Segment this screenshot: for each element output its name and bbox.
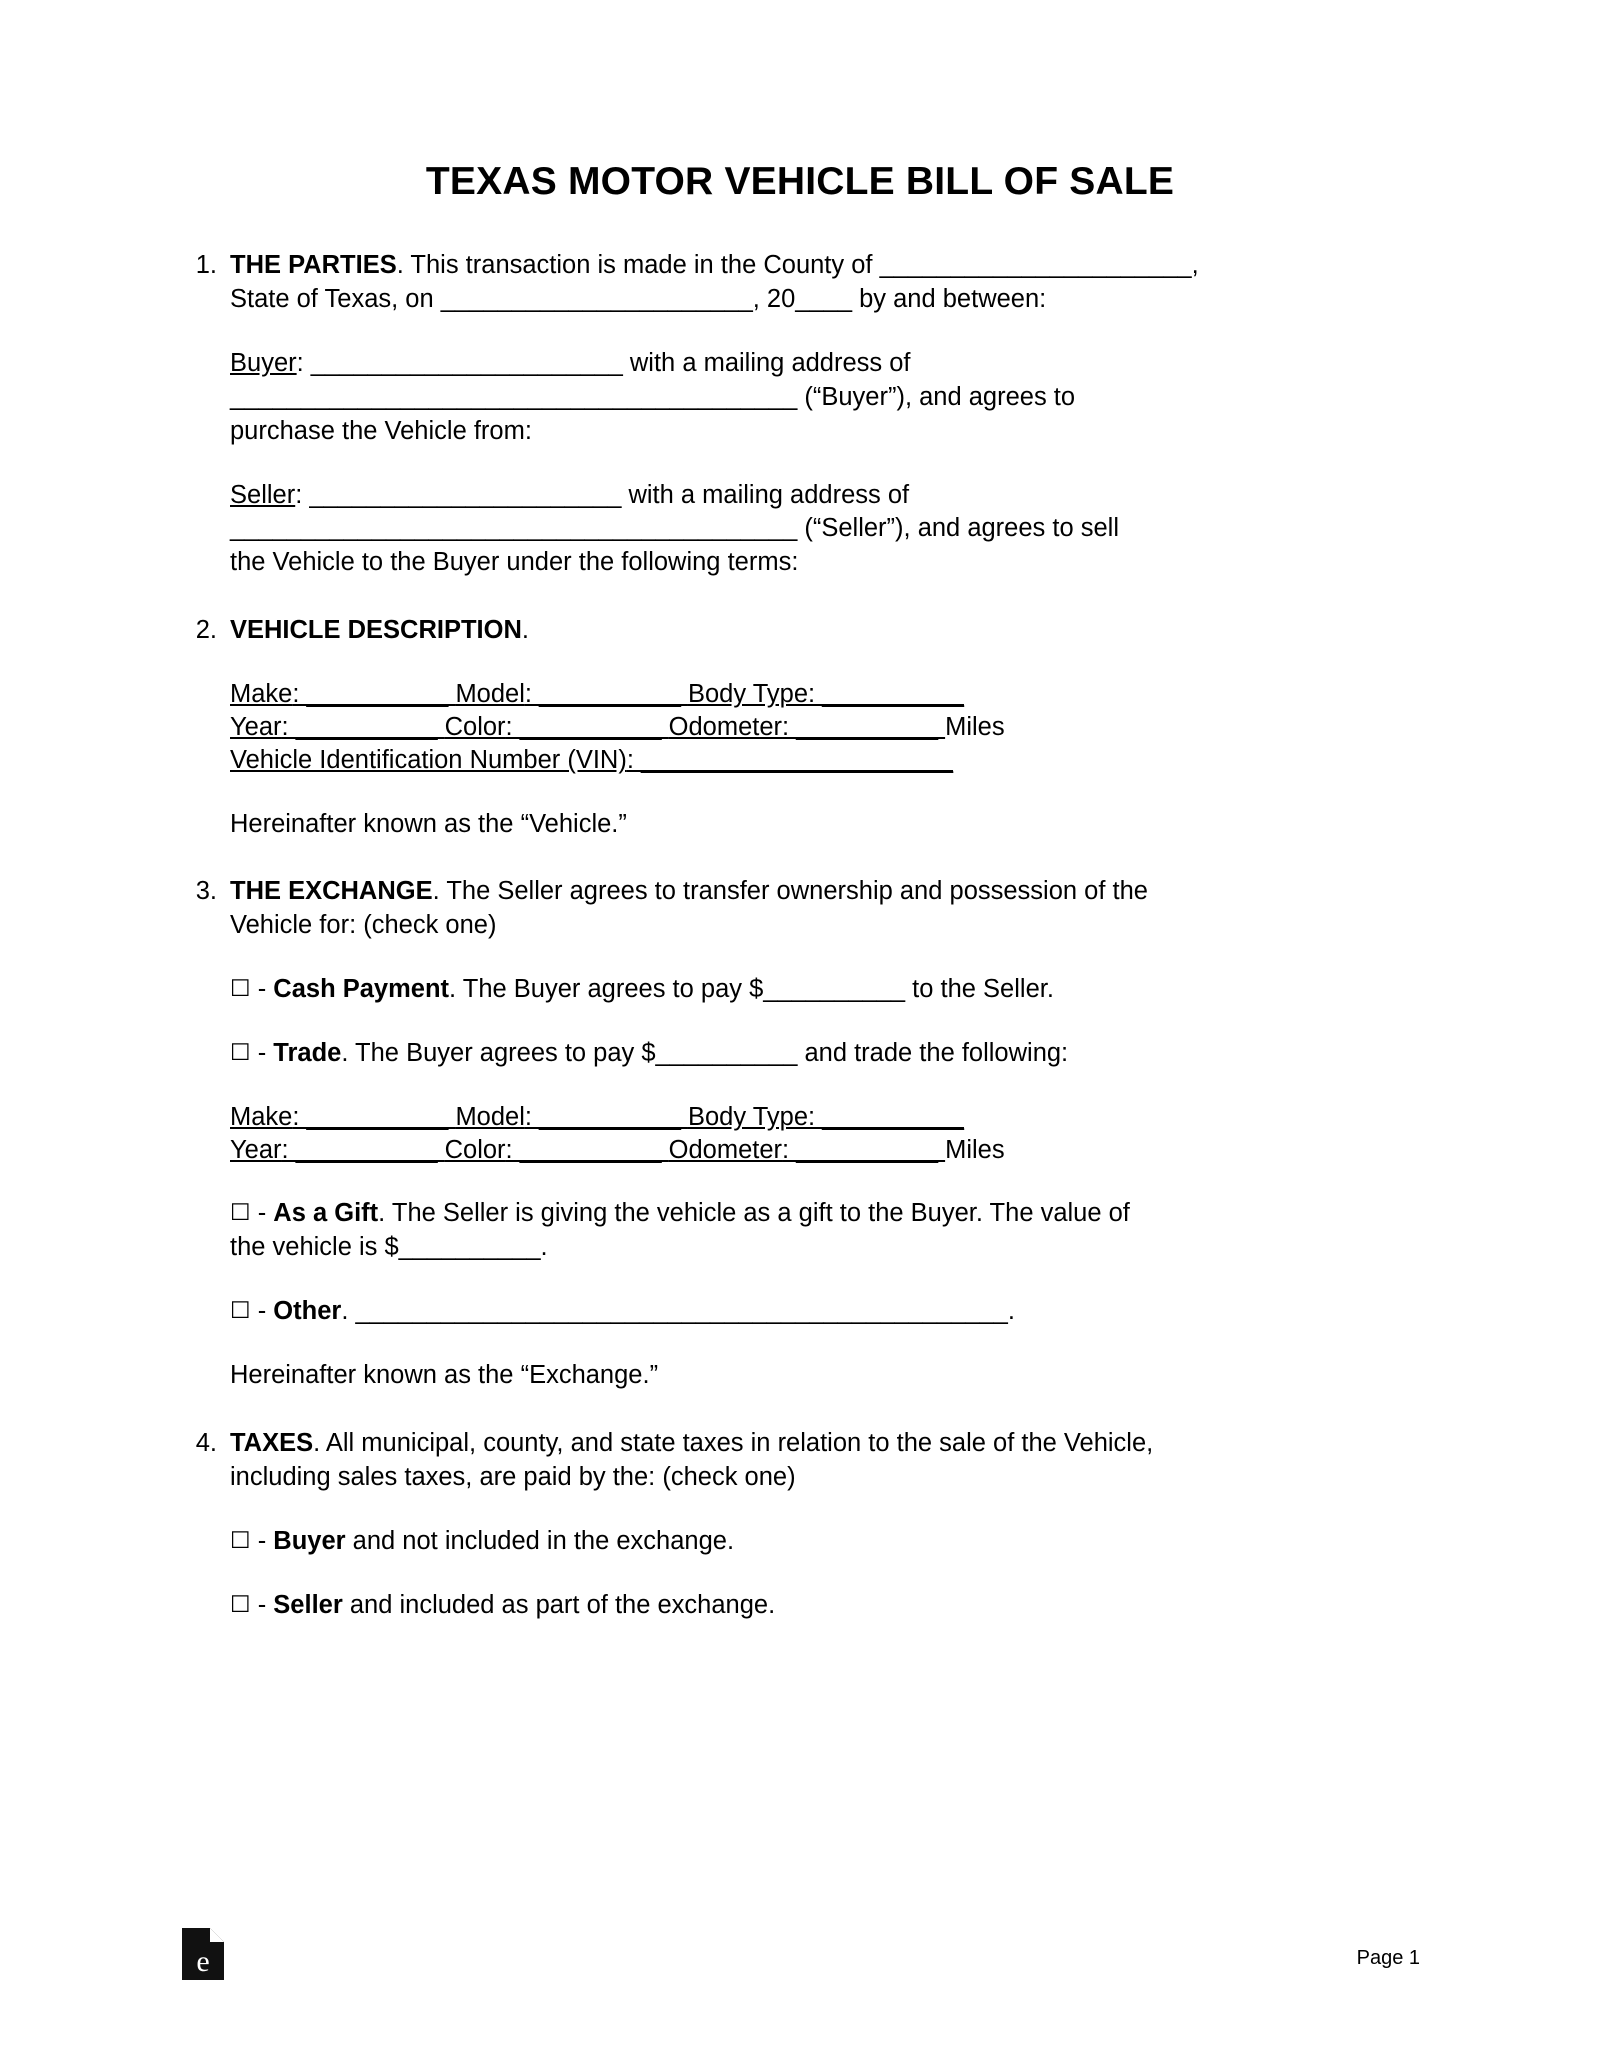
color-label: Color bbox=[444, 713, 506, 742]
make-line: : __________ bbox=[292, 680, 456, 709]
trade-color-label: Color bbox=[444, 1136, 506, 1165]
clause-number: 3. bbox=[195, 877, 217, 906]
checkbox-icon[interactable]: ☐ bbox=[230, 1298, 251, 1325]
clause-body bbox=[230, 1427, 1425, 1623]
parties-intro-text-b: State of Texas, on ______________________, 20____ by and between: bbox=[230, 284, 1047, 313]
seller-line-1: : ______________________ with a mailing address of bbox=[295, 480, 910, 509]
checkbox-icon[interactable]: ☐ bbox=[230, 1527, 251, 1554]
svg-text:e: e bbox=[196, 1945, 210, 1978]
odometer-label: Odometer bbox=[668, 713, 783, 742]
year-line: : __________ bbox=[281, 713, 445, 742]
option-label: Cash Payment bbox=[273, 975, 450, 1004]
color-line: : __________ bbox=[505, 713, 669, 742]
seller-line-2: ________________________________________ (“Seller”), and agrees to sell bbox=[230, 514, 1119, 543]
checkbox-icon[interactable]: ☐ bbox=[230, 1040, 251, 1067]
document-content bbox=[175, 160, 1425, 1657]
option-text: . ______________________________________________. bbox=[341, 1297, 1015, 1326]
taxes-intro bbox=[230, 1427, 1425, 1495]
option-dash: - bbox=[250, 1526, 274, 1555]
option-text: . The Buyer agrees to pay $__________ to the Seller. bbox=[449, 975, 1054, 1004]
option-dash: - bbox=[250, 1039, 274, 1068]
option-dash: - bbox=[250, 1297, 274, 1326]
option-label: Other bbox=[273, 1297, 342, 1326]
miles-label: Miles bbox=[945, 713, 1005, 742]
clause-heading: VEHICLE DESCRIPTION bbox=[230, 616, 522, 645]
year-label: Year bbox=[230, 713, 282, 742]
trade-make-label: Make bbox=[230, 1103, 293, 1132]
trade-odometer-label: Odometer bbox=[668, 1136, 783, 1165]
buyer-label: Buyer bbox=[230, 348, 297, 377]
option-dash: - bbox=[250, 1199, 274, 1228]
option-dash: - bbox=[250, 1590, 274, 1619]
option-label: Buyer bbox=[273, 1526, 346, 1555]
clause-the-parties bbox=[175, 249, 1425, 580]
taxes-intro-text-b: including sales taxes, are paid by the: (check one) bbox=[230, 1462, 796, 1491]
trade-year-label: Year bbox=[230, 1136, 282, 1165]
clause-vehicle-description bbox=[175, 614, 1425, 841]
option-label: As a Gift bbox=[273, 1199, 379, 1228]
buyer-block bbox=[230, 347, 1425, 449]
option-text: . The Buyer agrees to pay $__________ and trade the following: bbox=[341, 1039, 1069, 1068]
trade-body-type-line: : __________ bbox=[808, 1103, 964, 1132]
exchange-hereinafter: Hereinafter known as the “Exchange.” bbox=[230, 1361, 659, 1390]
option-other[interactable] bbox=[230, 1295, 1425, 1329]
page-title: TEXAS MOTOR VEHICLE BILL OF SALE bbox=[425, 160, 1175, 203]
clause-the-exchange bbox=[175, 875, 1425, 1393]
option-taxes-seller[interactable] bbox=[230, 1589, 1425, 1623]
parties-intro bbox=[230, 249, 1425, 317]
clause-heading: TAXES bbox=[230, 1429, 314, 1458]
clause-body bbox=[230, 614, 1425, 841]
option-label: Seller bbox=[273, 1590, 343, 1619]
checkbox-icon[interactable]: ☐ bbox=[230, 1200, 251, 1227]
trade-year-line: : __________ bbox=[281, 1136, 445, 1165]
option-cash-payment[interactable] bbox=[230, 973, 1425, 1007]
vehicle-description-heading bbox=[230, 614, 1425, 648]
body-type-line: : __________ bbox=[808, 680, 964, 709]
clause-body bbox=[230, 249, 1425, 580]
clause-body bbox=[230, 875, 1425, 1393]
option-as-a-gift[interactable] bbox=[230, 1197, 1425, 1231]
trade-vehicle-fields bbox=[230, 1101, 1425, 1167]
page-number: Page 1 bbox=[1356, 1947, 1420, 1969]
trade-odometer-line: : __________ bbox=[782, 1136, 946, 1165]
vehicle-hereinafter: Hereinafter known as the “Vehicle.” bbox=[230, 809, 627, 838]
vin-label: Vehicle Identification Number (VIN) bbox=[230, 746, 627, 775]
option-taxes-buyer[interactable] bbox=[230, 1525, 1425, 1559]
trade-miles-label: Miles bbox=[945, 1136, 1005, 1165]
make-label: Make bbox=[230, 680, 293, 709]
option-dash: - bbox=[250, 975, 274, 1004]
vin-line: : ______________________ bbox=[626, 746, 954, 775]
odometer-line: : __________ bbox=[782, 713, 946, 742]
trade-color-line: : __________ bbox=[505, 1136, 669, 1165]
trade-body-type-label: Body Type bbox=[687, 1103, 808, 1132]
clause-heading: THE EXCHANGE bbox=[230, 877, 433, 906]
option-text: and not included in the exchange. bbox=[345, 1526, 735, 1555]
exchange-intro-text-b: Vehicle for: (check one) bbox=[230, 911, 497, 940]
trade-model-label: Model bbox=[455, 1103, 525, 1132]
taxes-intro-text-a: . All municipal, county, and state taxes in relation to the sale of the Vehicle, bbox=[313, 1429, 1154, 1458]
seller-block bbox=[230, 479, 1425, 581]
buyer-line-3: purchase the Vehicle from: bbox=[230, 416, 532, 445]
checkbox-icon[interactable]: ☐ bbox=[230, 976, 251, 1003]
model-label: Model bbox=[455, 680, 525, 709]
clause-heading-suffix: . bbox=[521, 616, 529, 645]
clause-list bbox=[175, 249, 1425, 1623]
exchange-intro-text-a: . The Seller agrees to transfer ownership and possession of the bbox=[432, 877, 1148, 906]
buyer-line-2: ________________________________________ (“Buyer”), and agrees to bbox=[230, 382, 1076, 411]
exchange-intro bbox=[230, 875, 1425, 943]
body-type-label: Body Type bbox=[687, 680, 808, 709]
option-label: Trade bbox=[273, 1039, 342, 1068]
clause-number: 1. bbox=[195, 251, 217, 279]
clause-heading: THE PARTIES bbox=[230, 251, 397, 279]
option-trade[interactable] bbox=[230, 1037, 1425, 1071]
option-text: and included as part of the exchange. bbox=[342, 1590, 776, 1619]
eforms-logo-icon bbox=[180, 1926, 226, 1982]
option-as-a-gift-line2: the vehicle is $__________. bbox=[230, 1233, 548, 1262]
clause-taxes bbox=[175, 1427, 1425, 1623]
seller-label: Seller bbox=[230, 480, 296, 509]
model-line: : __________ bbox=[524, 680, 688, 709]
parties-intro-text-a: . This transaction is made in the County of ______________________, bbox=[396, 251, 1199, 279]
vehicle-fields bbox=[230, 678, 1425, 777]
clause-number: 2. bbox=[195, 616, 217, 645]
buyer-line-1: : ______________________ with a mailing address of bbox=[296, 348, 911, 377]
clause-number: 4. bbox=[195, 1429, 217, 1458]
trade-make-line: : __________ bbox=[292, 1103, 456, 1132]
seller-line-3: the Vehicle to the Buyer under the following terms: bbox=[230, 548, 799, 577]
checkbox-icon[interactable]: ☐ bbox=[230, 1591, 251, 1618]
option-text: . The Seller is giving the vehicle as a gift to the Buyer. The value of bbox=[378, 1199, 1130, 1228]
trade-model-line: : __________ bbox=[524, 1103, 688, 1132]
